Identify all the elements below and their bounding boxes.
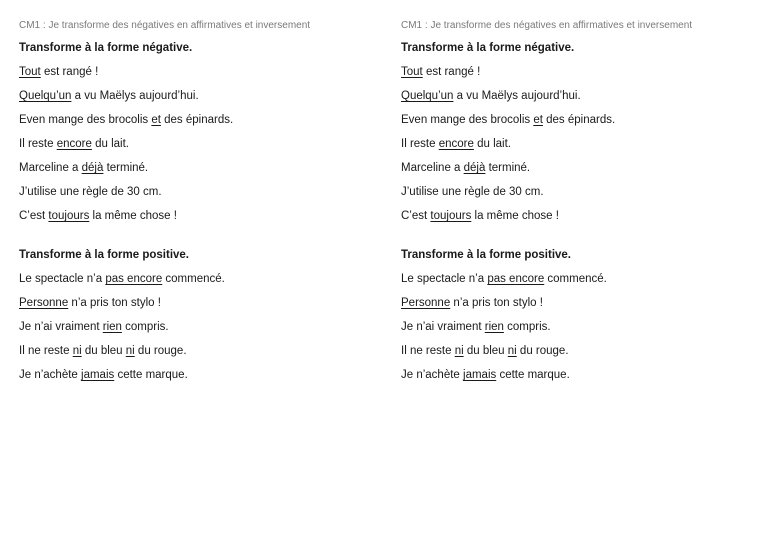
- sentence-text: commencé.: [544, 273, 607, 285]
- underlined-word: ni: [72, 345, 82, 357]
- sentence-text: Il reste: [401, 138, 439, 150]
- underlined-word: ni: [454, 345, 464, 357]
- positive-sentence-list: [19, 272, 379, 382]
- sentence-text: du lait.: [91, 138, 129, 150]
- sentence: [19, 296, 379, 310]
- sentence: [401, 65, 761, 79]
- positive-section-title: Transforme à la forme positive.: [401, 249, 572, 261]
- sentence-text: Marceline a: [19, 162, 82, 174]
- sentence: [401, 344, 761, 358]
- sentence: [19, 89, 379, 103]
- sentence-text: a vu Maëlys aujourd’hui.: [71, 90, 199, 102]
- sentence-text: terminé.: [103, 162, 149, 174]
- sentence-text: n’a pris ton stylo !: [450, 297, 543, 309]
- sentence-text: du bleu: [81, 345, 126, 357]
- sentence: [19, 209, 379, 223]
- sentence: [401, 185, 761, 199]
- sentence: [19, 368, 379, 382]
- underlined-word: déjà: [81, 162, 104, 174]
- sentence-text: J’utilise une règle de 30 cm.: [19, 186, 162, 198]
- sentence-text: terminé.: [485, 162, 531, 174]
- sentence-text: Je n’achète: [19, 369, 82, 381]
- sentence-text: des épinards.: [542, 114, 616, 126]
- underlined-word: rien: [484, 321, 504, 333]
- sentence-text: cette marque.: [496, 369, 570, 381]
- sentence-text: C’est: [19, 210, 49, 222]
- sentence-text: J’utilise une règle de 30 cm.: [401, 186, 544, 198]
- sentence: [401, 161, 761, 175]
- underlined-word: et: [533, 114, 543, 126]
- sentence: [19, 272, 379, 286]
- sentence-text: Je n’achète: [401, 369, 464, 381]
- worksheet-copy-left: [19, 19, 379, 382]
- underlined-word: déjà: [463, 162, 486, 174]
- sentence: [401, 113, 761, 127]
- sentence-text: du lait.: [473, 138, 511, 150]
- sentence-text: du rouge.: [134, 345, 187, 357]
- positive-section-title: Transforme à la forme positive.: [19, 249, 190, 261]
- sentence: [401, 137, 761, 151]
- underlined-word: Personne: [401, 297, 451, 309]
- underlined-word: toujours: [430, 210, 472, 222]
- sentence: [401, 272, 761, 286]
- underlined-word: Personne: [19, 297, 69, 309]
- underlined-word: ni: [507, 345, 517, 357]
- underlined-word: Quelqu’un: [19, 90, 72, 102]
- sentence-text: la même chose !: [89, 210, 177, 222]
- sentence-text: du rouge.: [516, 345, 569, 357]
- sentence-text: C’est: [401, 210, 431, 222]
- sentence: [401, 296, 761, 310]
- sentence-text: Even mange des brocolis: [19, 114, 152, 126]
- sentence: [401, 368, 761, 382]
- sentence: [19, 344, 379, 358]
- sentence-text: a vu Maëlys aujourd’hui.: [453, 90, 581, 102]
- sentence: [19, 137, 379, 151]
- underlined-word: et: [151, 114, 161, 126]
- sentence-text: des épinards.: [160, 114, 234, 126]
- negative-section-title: Transforme à la forme négative.: [401, 42, 575, 54]
- sentence: [401, 320, 761, 334]
- sentence: [19, 113, 379, 127]
- sentence-text: Je n’ai vraiment: [401, 321, 485, 333]
- underlined-word: jamais: [81, 369, 115, 381]
- underlined-word: jamais: [463, 369, 497, 381]
- underlined-word: Tout: [401, 66, 423, 78]
- worksheet-copy-right: [401, 19, 761, 382]
- worksheet-header: CM1 : Je transforme des négatives en affirmatives et inversement: [19, 20, 311, 31]
- worksheet-header: CM1 : Je transforme des négatives en affirmatives et inversement: [401, 20, 693, 31]
- negative-section-title: Transforme à la forme négative.: [19, 42, 193, 54]
- underlined-word: toujours: [48, 210, 90, 222]
- sentence: [19, 185, 379, 199]
- sentence: [401, 209, 761, 223]
- underlined-word: encore: [438, 138, 474, 150]
- sentence: [19, 161, 379, 175]
- underlined-word: encore: [56, 138, 92, 150]
- sentence-text: cette marque.: [114, 369, 188, 381]
- sentence-text: Marceline a: [401, 162, 464, 174]
- sentence-text: compris.: [503, 321, 551, 333]
- sentence-text: du bleu: [463, 345, 508, 357]
- sentence: [19, 320, 379, 334]
- sentence-text: la même chose !: [471, 210, 559, 222]
- underlined-word: pas encore: [487, 273, 545, 285]
- sentence: [19, 65, 379, 79]
- underlined-word: ni: [125, 345, 135, 357]
- underlined-word: rien: [102, 321, 122, 333]
- underlined-word: pas encore: [105, 273, 163, 285]
- sentence-text: Il ne reste: [19, 345, 73, 357]
- underlined-word: Quelqu’un: [401, 90, 454, 102]
- sentence-text: est rangé !: [422, 66, 481, 78]
- sentence-text: Even mange des brocolis: [401, 114, 534, 126]
- sentence-text: Le spectacle n’a: [401, 273, 488, 285]
- sentence-text: compris.: [121, 321, 169, 333]
- underlined-word: Tout: [19, 66, 41, 78]
- negative-sentence-list: [19, 65, 379, 223]
- sentence-text: Il ne reste: [401, 345, 455, 357]
- sentence-text: n’a pris ton stylo !: [68, 297, 161, 309]
- negative-sentence-list: [401, 65, 761, 223]
- positive-sentence-list: [401, 272, 761, 382]
- sentence-text: Je n’ai vraiment: [19, 321, 103, 333]
- sentence: [401, 89, 761, 103]
- sentence-text: commencé.: [162, 273, 225, 285]
- sentence-text: est rangé !: [40, 66, 99, 78]
- sentence-text: Le spectacle n’a: [19, 273, 106, 285]
- sentence-text: Il reste: [19, 138, 57, 150]
